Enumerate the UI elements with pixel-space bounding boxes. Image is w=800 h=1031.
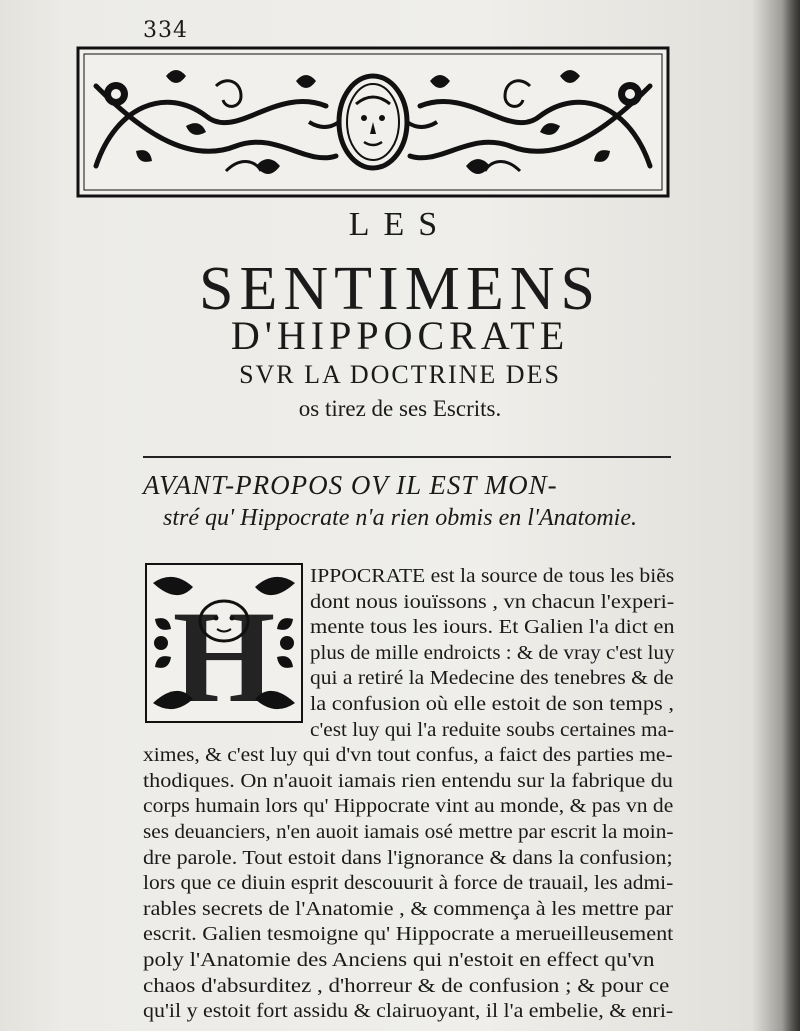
body-line: IPPOCRATE est la source de tous les biẽs xyxy=(310,565,675,587)
title-line-les: LES xyxy=(348,206,452,243)
body-line: dre parole. Tout estoit dans l'ignorance & dans la confusion; xyxy=(143,846,673,869)
body-line: qu'il y estoit fort assidu & clairuoyant, il l'a embelie, & enri- xyxy=(143,1000,674,1023)
divider-rule xyxy=(143,456,671,458)
body-line: plus de mille endroicts : & de vray c'est luy xyxy=(310,641,675,664)
body-line: mente tous les iours. Et Galien l'a dict en xyxy=(310,616,675,639)
body-line: lors que ce diuin esprit descouurit à force de trauail, les admi- xyxy=(143,872,674,895)
body-line: c'est luy qui l'a reduite soubs certaines ma- xyxy=(310,718,675,741)
headpiece-ornament-icon xyxy=(76,46,670,198)
body-line: escrit. Galien tesmoigne qu' Hippocrate a merueilleusement xyxy=(143,923,674,946)
title-line-escrits: os tirez de ses Escrits. xyxy=(298,396,502,421)
body-line: ximes, & c'est luy qui d'vn tout confus, a faict des parties me- xyxy=(143,744,673,767)
page-edge-shadow xyxy=(782,0,800,1031)
body-line: ses deuanciers, n'en auoit iamais osé mettre par escrit la moin- xyxy=(143,821,674,843)
title-line-hippocrate: D'HIPPOCRATE xyxy=(230,313,570,358)
body-line: chaos d'absurditez , d'horreur & de confusion ; & pour ce xyxy=(143,974,670,997)
page-number: 334 xyxy=(143,18,188,43)
title-line-sentimens: SENTIMENS xyxy=(199,255,601,323)
body-line: qui a retiré la Medecine des tenebres & de xyxy=(310,667,674,690)
body-line: rables secrets de l'Anatomie , & commença à les mettre par xyxy=(143,897,673,920)
body-line: thodiques. On n'auoit iamais rien entendu sur la fabrique du xyxy=(143,769,673,792)
chapter-heading-line-2: stré qu' Hippocrate n'a rien obmis en l'Anatomie. xyxy=(162,505,637,531)
body-line: corps humain lors qu' Hippocrate vint au monde, & pas vn de xyxy=(143,795,674,818)
body-line: dont nous iouïssons , vn chacun l'experi- xyxy=(310,590,675,613)
body-line: poly l'Anatomie des Anciens qui n'estoit en effect qu'vn xyxy=(143,949,655,971)
title-line-doctrine: SVR LA DOCTRINE DES xyxy=(239,360,561,389)
body-line: la confusion où elle estoit de son temps , xyxy=(310,693,674,715)
initial-letter: H xyxy=(172,583,276,723)
chapter-heading-line-1: AVANT-PROPOS OV IL EST MON- xyxy=(143,470,558,500)
decorated-initial-h-icon xyxy=(145,563,303,723)
